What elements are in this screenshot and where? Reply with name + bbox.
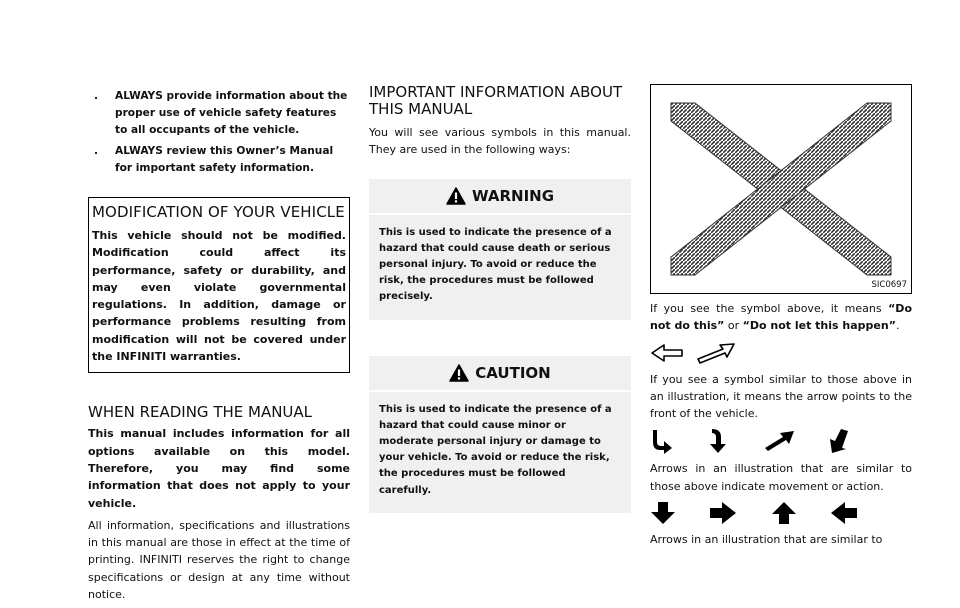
caution-body: This is used to indicate the presence of a hazard that could cause minor or moderate personal injury or damage to your vehicle. To avoid or reduce the risk, the procedures must be followed carefully. (379, 403, 612, 496)
modification-title: MODIFICATION OF YOUR VEHICLE (92, 202, 345, 221)
curved-arrow-icons (650, 428, 860, 454)
warning-body: This is used to indicate the presence of a hazard that could cause death or serious personal injury. To avoid or reduce the risk, the procedures must be followed precisely. (379, 226, 612, 303)
symbol-quote-1: “Do not do this” (650, 302, 912, 333)
middle-column (369, 0, 631, 513)
arrow-left-icon (830, 501, 858, 525)
reading-paragraph-2: All information, specifications and illustrations in this manual are those in effect at the time of printing. INFINITI reserves the right to change specifications or design at any time without notice. (88, 518, 350, 602)
arrow-down-icon (650, 501, 676, 525)
symbol-meaning-text (650, 300, 912, 335)
left-column (88, 0, 350, 608)
bullet-text: ALWAYS provide information about the proper use of vehicle safety features to all occupants of the vehicle. (115, 90, 348, 136)
list-item (88, 88, 350, 138)
symbol-or: or (724, 319, 743, 333)
caution-triangle-icon (449, 364, 469, 382)
warning-label: WARNING (471, 186, 555, 205)
caution-header (369, 356, 631, 390)
important-info-title: IMPORTANT INFORMATION ABOUT THIS MANUAL (369, 83, 623, 118)
curved-arrow-down-icon (707, 428, 729, 454)
outline-arrow-left-icon (650, 342, 684, 364)
arrow-front-text: If you see a symbol similar to those above in an illustration, it means the arrow points to the front of the vehicle. (650, 372, 912, 421)
symbol-quote-2: “Do not let this happen” (742, 319, 896, 333)
reading-title: WHEN READING THE MANUAL (88, 403, 313, 422)
solid-arrow-icons (650, 501, 868, 525)
arrow-up-icon (771, 501, 797, 525)
warning-triangle-icon (446, 187, 466, 205)
warning-box (369, 179, 631, 320)
warning-header (369, 179, 631, 213)
symbol-text-plain: If you see the symbol above, it means (650, 302, 889, 315)
caution-label: CAUTION (475, 363, 551, 382)
front-arrow-icons (650, 341, 912, 365)
arrow-right-icon (709, 501, 737, 525)
bullet-marker: . (94, 145, 99, 158)
figure-code: SIC0697 (871, 280, 907, 290)
curved-arrow-down-right-icon (650, 428, 674, 454)
reading-paragraph-1: This manual includes information for all options available on this model. Therefore, you may find some information that does not apply to your vehicle. (88, 427, 350, 510)
caution-box (369, 356, 631, 513)
modification-body: This vehicle should not be modified. Modification could affect its performance, safety or durability, and may even violate governmental regulations. In addition, damage or performance problems resulting from modification will not be covered under the INFINITI warranties. (92, 228, 346, 364)
safety-bullet-list (88, 88, 350, 177)
cross-x-icon (651, 85, 911, 293)
right-column (650, 0, 912, 553)
diagonal-arrow-up-right-icon (763, 429, 795, 453)
list-item (88, 143, 350, 177)
symbols-intro: You will see various symbols in this manual. They are used in the following ways: (369, 126, 631, 157)
arrow-similar-text: Arrows in an illustration that are similar to (650, 533, 883, 547)
prohibition-figure (650, 84, 912, 294)
symbol-end: . (895, 319, 900, 333)
diagonal-arrow-down-left-icon (828, 428, 850, 454)
bullet-marker: . (94, 90, 99, 102)
outline-arrow-diagonal-icon (694, 341, 736, 365)
modification-box (88, 197, 350, 373)
movement-text: Arrows in an illustration that are similar to those above indicate movement or action. (650, 462, 912, 493)
bullet-text: ALWAYS review this Owner’s Manual for important safety information. (115, 145, 334, 175)
